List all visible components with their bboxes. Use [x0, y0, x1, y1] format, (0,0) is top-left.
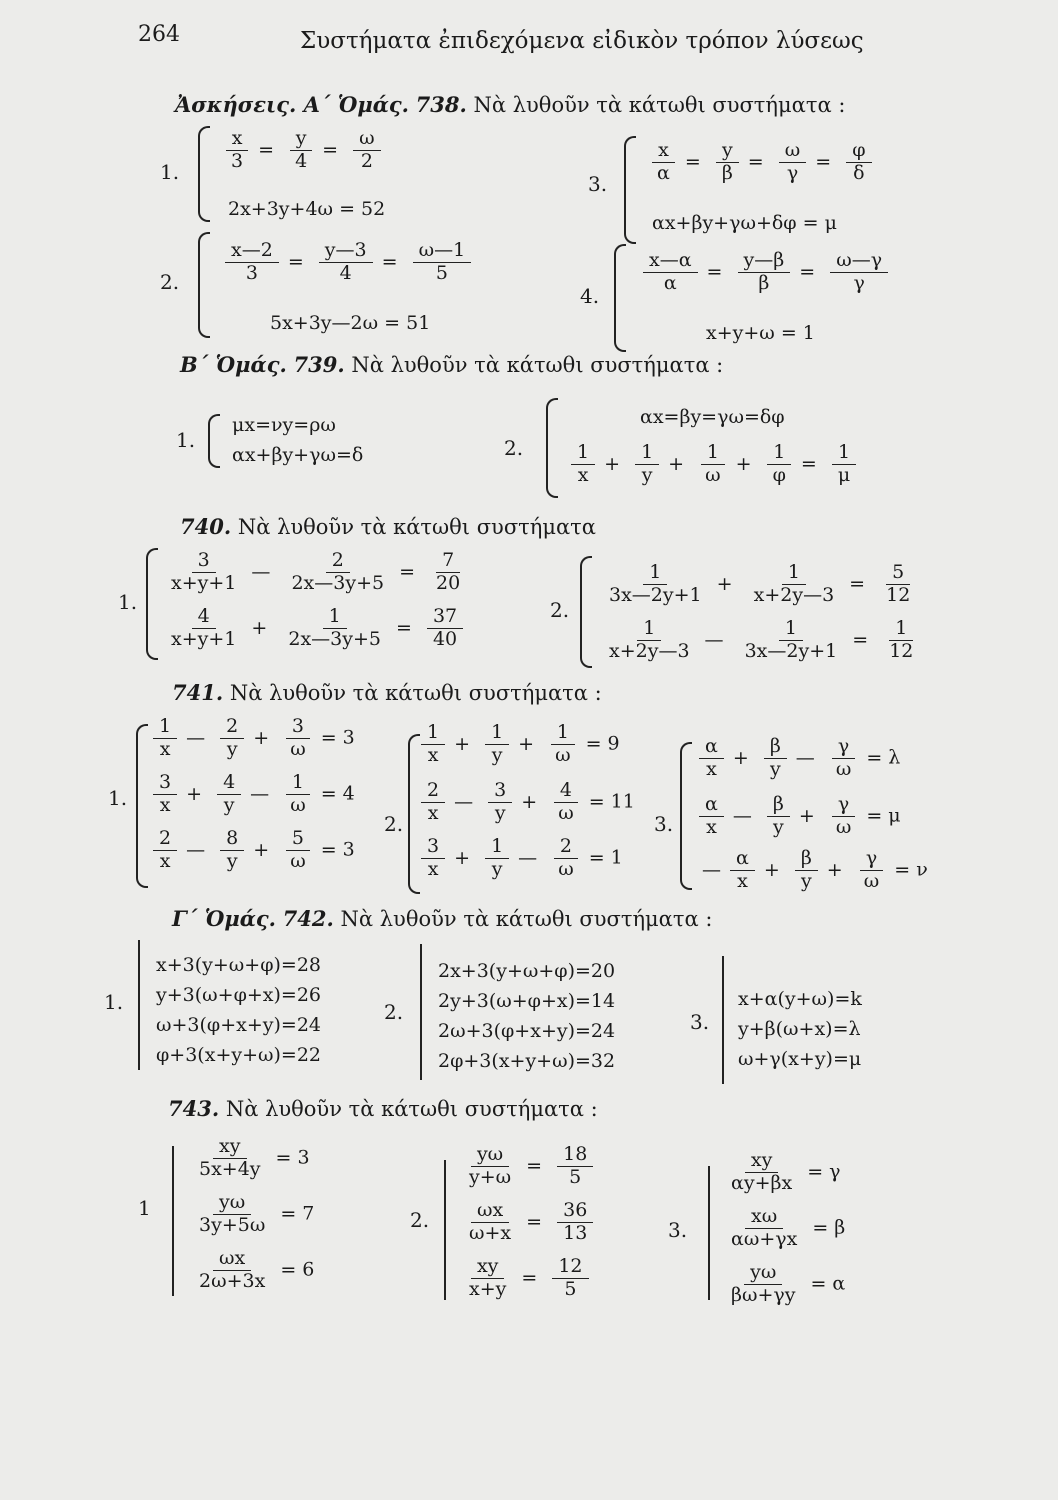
ex743-2-row2: $\frac{\omega x}{\omega+x}$ = $\frac{36}{13}$: [460, 1200, 596, 1245]
ex738-instruction: Νὰ λυθοῦν τὰ κάτωθι συστήματα :: [473, 93, 846, 117]
ex741-1-row1: $\frac{1}{x}$ — $\frac{2}{y}$ + $\frac{3}{\omega}$ = 3: [150, 716, 355, 761]
group-c-prefix: Γ΄ Ὁμάς.: [172, 906, 276, 931]
ex739-instruction: Νὰ λυθοῦν τὰ κάτωθι συστήματα :: [351, 353, 724, 377]
system-brace: [198, 126, 210, 222]
ex738-2-label: 2.: [160, 270, 180, 294]
system-bar: [172, 1146, 174, 1296]
ex741-number: 741.: [172, 680, 224, 705]
ex743-2-label: 2.: [410, 1208, 430, 1232]
ex742-instruction: Νὰ λυθοῦν τὰ κάτωθι συστήματα :: [340, 907, 713, 931]
ex741-1-label: 1.: [108, 786, 128, 810]
ex742-1-lines: x+3(y+ω+φ)=28 y+3(ω+φ+x)=26 ω+3(φ+x+y)=24 φ+3(x+y+ω)=22: [156, 954, 322, 1066]
ex738-3-label: 3.: [588, 172, 608, 196]
ex738-heading: [175, 92, 845, 117]
system-brace: [614, 244, 626, 352]
ex741-3-row2: $\frac{\alpha}{x}$ — $\frac{\beta}{y}$ + $\frac{\gamma}{\omega}$ = μ: [696, 794, 901, 839]
ex743-3-row3: $\frac{y\omega}{\beta\omega+\gamma y}$ = α: [731, 1261, 846, 1306]
system-bar: [708, 1166, 710, 1300]
ex741-2-row3: $\frac{3}{x}$ + $\frac{1}{y}$ — $\frac{2}{\omega}$ = 1: [418, 836, 623, 881]
ex738-3-eq1: $\frac{x}{\alpha}$ = $\frac{y}{\beta}$ = $\frac{\omega}{\gamma}$ = $\frac{\varphi}{\delta}$: [648, 140, 875, 185]
ex741-2-label: 2.: [384, 812, 404, 836]
system-bar: [444, 1160, 446, 1300]
system-bar: [722, 956, 724, 1084]
ex743-1-row3: $\frac{\omega x}{2\omega+3x}$ = 6: [199, 1247, 315, 1292]
ex741-3-label: 3.: [654, 812, 674, 836]
ex743-3-row1: $\frac{xy}{\alpha y+\beta x}$ = γ: [731, 1149, 841, 1194]
ex739-2-eq2: $\frac{1}{x}$ + $\frac{1}{y}$ + $\frac{1}{\omega}$ + $\frac{1}{\varphi}$ = $\frac{1}{\mu}$: [568, 442, 859, 487]
ex739-heading: [180, 352, 723, 377]
system-bar: [138, 940, 140, 1070]
ex739-number: 739.: [293, 352, 345, 377]
system-brace: [208, 414, 220, 468]
ex738-1-eq2: 2x+3y+4ω = 52: [228, 198, 386, 220]
ex741-2-row2: $\frac{2}{x}$ — $\frac{3}{y}$ + $\frac{4}{\omega}$ = 11: [418, 780, 635, 825]
system-brace: [136, 724, 148, 888]
ex740-heading: [180, 514, 596, 539]
ex741-3-row1: $\frac{\alpha}{x}$ + $\frac{\beta}{y}$ — $\frac{\gamma}{\omega}$ = λ: [696, 736, 900, 781]
system-brace: [146, 548, 158, 660]
ex738-number: 738.: [415, 92, 467, 117]
system-brace: [680, 742, 692, 890]
ex742-1-label: 1.: [104, 990, 124, 1014]
ex743-2-row3: $\frac{xy}{x+y}$ = $\frac{12}{5}$: [460, 1256, 592, 1301]
ex742-3-lines: x+α(y+ω)=k y+β(ω+x)=λ ω+γ(x+y)=μ: [738, 988, 862, 1070]
ex741-1-row2: $\frac{3}{x}$ + $\frac{4}{y}$ — $\frac{1}{\omega}$ = 4: [150, 772, 355, 817]
ex743-number: 743.: [168, 1096, 220, 1121]
ex740-2-eq2: $\frac{1}{x+2y—3}$ — $\frac{1}{3x—2y+1}$ = $\frac{1}{12}$: [609, 617, 914, 662]
ex738-4-eq2: x+y+ω = 1: [706, 322, 815, 344]
ex743-2-row1: $\frac{y\omega}{y+\omega}$ = $\frac{18}{5}$: [460, 1144, 596, 1189]
system-bar: [420, 944, 422, 1080]
ex738-4-label: 4.: [580, 284, 600, 308]
ex740-2-eq1: $\frac{1}{3x—2y+1}$ + $\frac{1}{x+2y—3}$ = $\frac{5}{12}$: [609, 561, 911, 606]
ex738-4-eq1: $\frac{x—\alpha}{\alpha}$ = $\frac{y—\beta}{\beta}$ = $\frac{\omega—\gamma}{\gamma}$: [640, 250, 891, 295]
ex742-heading: [172, 906, 712, 931]
ex740-instruction: Νὰ λυθοῦν τὰ κάτωθι συστήματα: [237, 515, 596, 539]
ex740-1-eq1: $\frac{3}{x+y+1}$ — $\frac{2}{2x—3y+5}$ = $\frac{7}{20}$: [171, 549, 461, 594]
running-title: Συστήματα ἐπιδεχόμενα εἰδικὸν τρόπον λύσεως: [300, 28, 864, 54]
ex738-1-eq1: $\frac{x}{3}$ = $\frac{y}{4}$ = $\frac{\omega}{2}$: [222, 128, 384, 173]
system-brace: [624, 136, 636, 244]
ex741-instruction: Νὰ λυθοῦν τὰ κάτωθι συστήματα :: [229, 681, 602, 705]
ex740-number: 740.: [180, 514, 232, 539]
ex740-2-label: 2.: [550, 598, 570, 622]
ex742-number: 742.: [282, 906, 334, 931]
ex741-2-row1: $\frac{1}{x}$ + $\frac{1}{y}$ + $\frac{1}{\omega}$ = 9: [418, 722, 620, 767]
ex739-1-label: 1.: [176, 428, 196, 452]
system-brace: [198, 232, 210, 338]
ex738-2-eq2: 5x+3y—2ω = 51: [270, 312, 431, 334]
page-number: 264: [138, 22, 180, 47]
ex742-3-label: 3.: [690, 1010, 710, 1034]
ex739-2-label: 2.: [504, 436, 524, 460]
ex740-1-eq2: $\frac{4}{x+y+1}$ + $\frac{1}{2x—3y+5}$ = $\frac{37}{40}$: [162, 606, 466, 651]
ex743-1-row1: $\frac{xy}{5x+4y}$ = 3: [199, 1135, 310, 1180]
group-a-prefix: Ἀσκήσεις. Α΄ Ὁμάς.: [175, 92, 409, 117]
ex742-2-label: 2.: [384, 1000, 404, 1024]
ex743-heading: [168, 1096, 598, 1121]
ex740-1-label: 1.: [118, 590, 138, 614]
ex743-3-row2: $\frac{x\omega}{\alpha\omega+\gamma x}$ = β: [731, 1205, 846, 1250]
ex743-1-row2: $\frac{y\omega}{3y+5\omega}$ = 7: [199, 1191, 315, 1236]
ex743-3-label: 3.: [668, 1218, 688, 1242]
ex738-1-label: 1.: [160, 160, 180, 184]
ex743-instruction: Νὰ λυθοῦν τὰ κάτωθι συστήματα :: [225, 1097, 598, 1121]
ex741-heading: [172, 680, 602, 705]
ex743-1-label: 1: [138, 1196, 151, 1220]
ex742-2-lines: 2x+3(y+ω+φ)=20 2y+3(ω+φ+x)=14 2ω+3(φ+x+y)=24 2φ+3(x+y+ω)=32: [438, 960, 616, 1072]
ex739-2-eq1: αx=βy=γω=δφ: [640, 406, 785, 428]
ex741-1-row3: $\frac{2}{x}$ — $\frac{8}{y}$ + $\frac{5}{\omega}$ = 3: [150, 828, 355, 873]
system-brace: [580, 556, 592, 668]
ex739-1-eq2: αx+βy+γω=δ: [232, 444, 364, 466]
ex741-3-row3: — $\frac{\alpha}{x}$ + $\frac{\beta}{y}$ + $\frac{\gamma}{\omega}$ = ν: [702, 847, 928, 892]
ex738-2-eq1: $\frac{x—2}{3}$ = $\frac{y—3}{4}$ = $\frac{\omega—1}{5}$: [222, 240, 474, 285]
ex739-1-eq1: μx=νy=ρω: [232, 414, 336, 436]
group-b-prefix: Β΄ Ὁμάς.: [180, 352, 287, 377]
ex738-3-eq2: αx+βy+γω+δφ = μ: [652, 212, 837, 234]
system-brace: [546, 398, 558, 498]
